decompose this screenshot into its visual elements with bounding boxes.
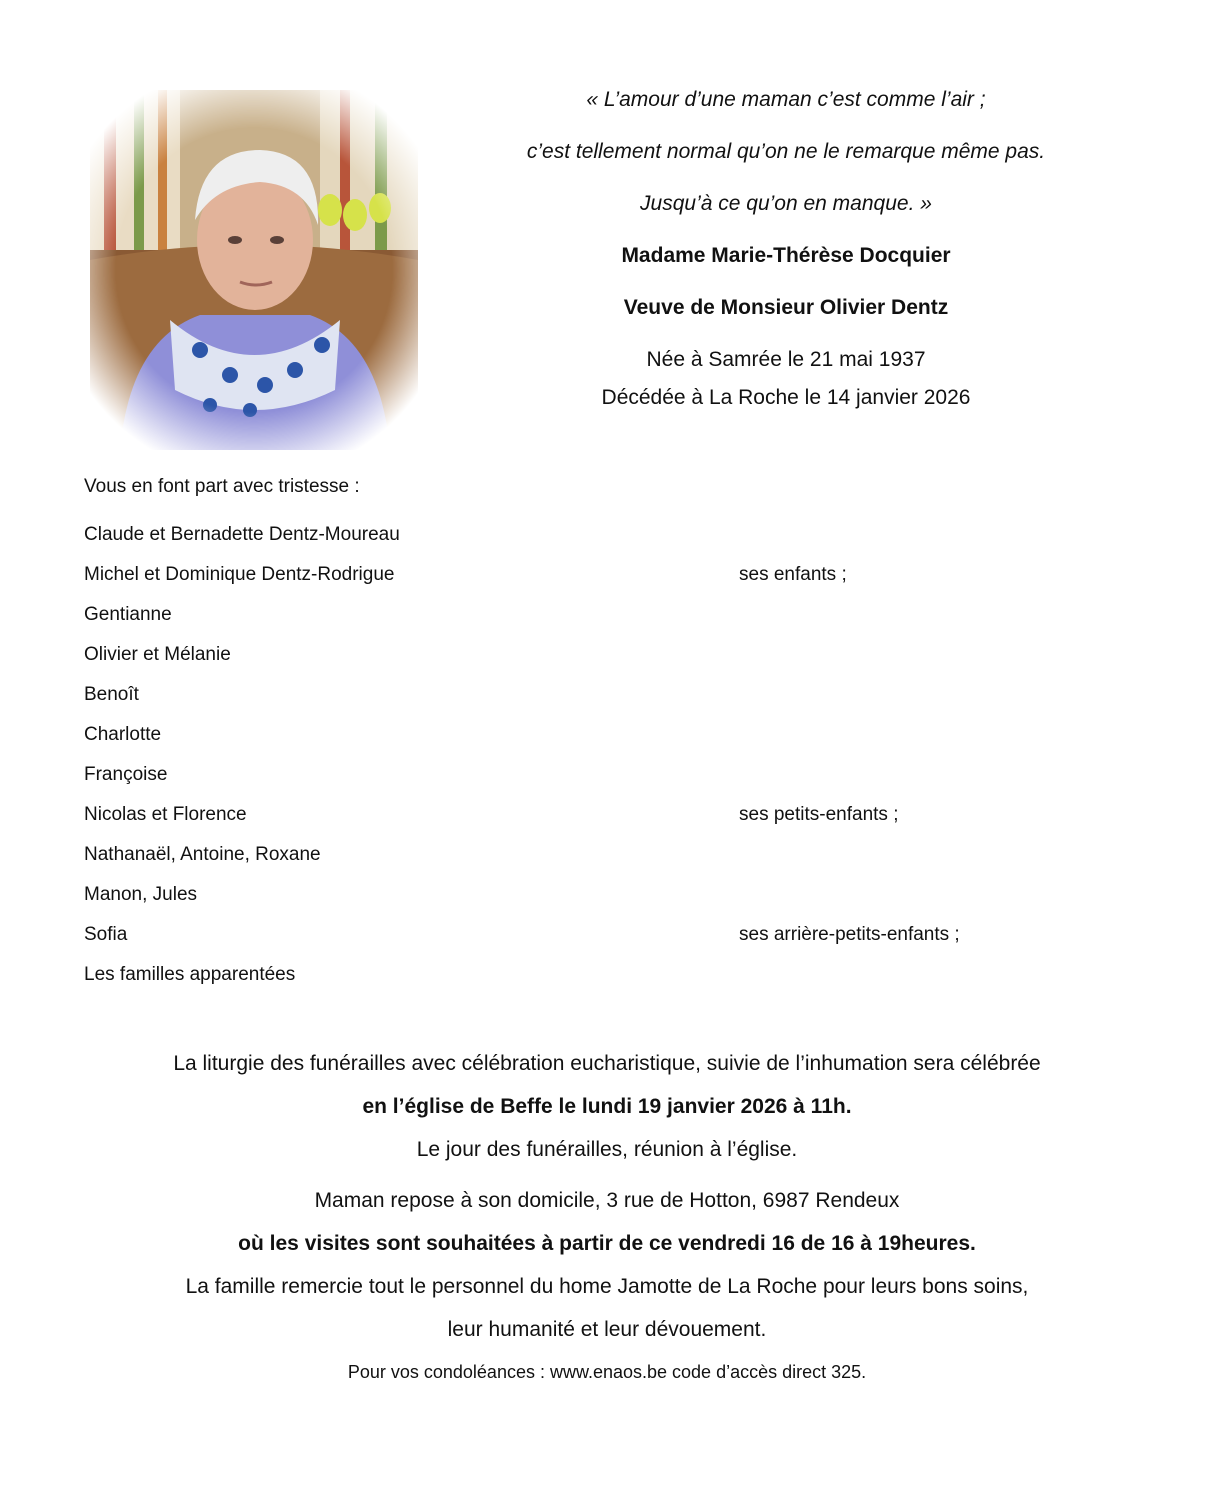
ceremony-line-7: leur humanité et leur dévouement. xyxy=(447,1318,767,1341)
family-row xyxy=(84,802,1134,842)
family-row xyxy=(84,722,1134,762)
ceremony-line-6: La famille remercie tout le personnel du home Jamotte de La Roche pour leurs bons soins, xyxy=(185,1275,1029,1298)
family-row xyxy=(84,522,1134,562)
family-name: Claude et Bernadette Dentz-Moureau xyxy=(84,524,400,545)
family-name: Gentianne xyxy=(84,604,172,625)
birth-line: Née à Samrée le 21 mai 1937 xyxy=(646,348,926,371)
family-row xyxy=(84,682,1134,722)
family-intro: Vous en font part avec tristesse : xyxy=(84,476,360,497)
family-row xyxy=(84,922,1134,962)
family-name: Charlotte xyxy=(84,724,162,745)
family-row xyxy=(84,882,1134,922)
quote-line-1: « L’amour d’une maman c’est comme l’air ; xyxy=(586,88,986,111)
family-name: Manon, Jules xyxy=(84,884,198,905)
family-name: Olivier et Mélanie xyxy=(84,644,231,665)
death-line: Décédée à La Roche le 14 janvier 2026 xyxy=(601,386,971,409)
quote-line-2: c’est tellement normal qu’on ne le remarque même pas. xyxy=(526,140,1046,163)
portrait-photo xyxy=(90,90,418,450)
family-row xyxy=(84,842,1134,882)
family-name: Nicolas et Florence xyxy=(84,804,247,825)
ceremony-line-5: où les visites sont souhaitées à partir de ce vendredi 16 de 16 à 19heures. xyxy=(238,1232,976,1255)
family-name: Michel et Dominique Dentz-Rodrigue xyxy=(84,564,395,585)
condolences-line: Pour vos condoléances : www.enaos.be code d’accès direct 325. xyxy=(347,1362,867,1382)
family-name: Benoît xyxy=(84,684,139,705)
family-relation: ses arrière-petits-enfants ; xyxy=(739,924,960,945)
family-row xyxy=(84,602,1134,642)
family-row xyxy=(84,962,1134,1002)
family-row xyxy=(84,762,1134,802)
ceremony-line-2: en l’église de Beffe le lundi 19 janvier 2026 à 11h. xyxy=(362,1095,852,1118)
family-name: Françoise xyxy=(84,764,168,785)
family-name: Les familles apparentées xyxy=(84,964,296,985)
family-row xyxy=(84,562,1134,602)
deceased-name: Madame Marie-Thérèse Docquier xyxy=(621,244,951,267)
family-relation: ses petits-enfants ; xyxy=(739,804,899,825)
family-name: Nathanaël, Antoine, Roxane xyxy=(84,844,321,865)
family-name: Sofia xyxy=(84,924,128,945)
quote-line-3: Jusqu’à ce qu’on en manque. » xyxy=(640,192,932,215)
family-row xyxy=(84,642,1134,682)
ceremony-line-4: Maman repose à son domicile, 3 rue de Hotton, 6987 Rendeux xyxy=(314,1189,900,1212)
widow-line: Veuve de Monsieur Olivier Dentz xyxy=(623,296,949,319)
family-relation: ses enfants ; xyxy=(739,564,847,585)
ceremony-line-3: Le jour des funérailles, réunion à l’église. xyxy=(416,1138,798,1161)
ceremony-line-1: La liturgie des funérailles avec célébration eucharistique, suivie de l’inhumation sera célébrée xyxy=(173,1052,1041,1075)
